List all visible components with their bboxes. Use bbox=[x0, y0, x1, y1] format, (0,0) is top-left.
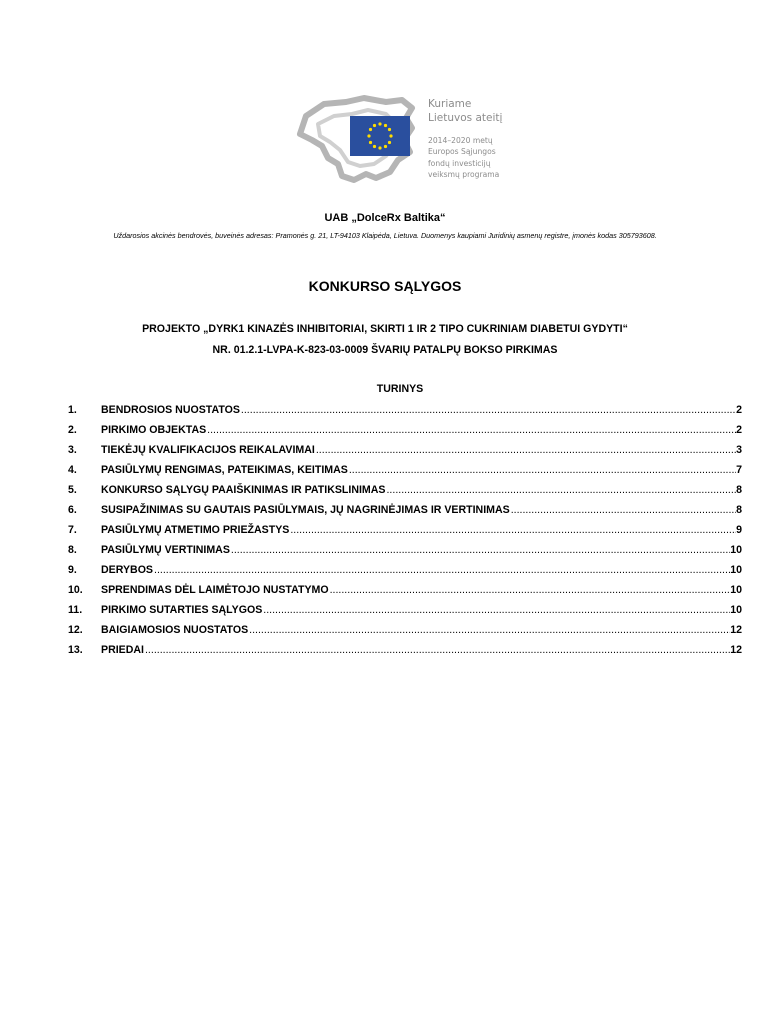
toc-entry[interactable] bbox=[68, 522, 742, 542]
toc-entry-title: KONKURSO SĄLYGŲ PAAIŠKINIMAS IR PATIKSLINIMAS bbox=[101, 484, 386, 496]
toc-leader-dots bbox=[348, 462, 736, 478]
toc-leader-dots bbox=[206, 422, 736, 438]
toc-entry[interactable] bbox=[68, 422, 742, 442]
toc-entry[interactable] bbox=[68, 442, 742, 462]
toc-entry-number: 2. bbox=[68, 424, 77, 436]
toc-entry[interactable] bbox=[68, 462, 742, 482]
toc-leader-dots bbox=[248, 622, 730, 638]
toc-leader-dots bbox=[510, 502, 736, 518]
toc-entry-number: 10. bbox=[68, 584, 83, 596]
toc-entry-number: 5. bbox=[68, 484, 77, 496]
toc-leader-dots bbox=[289, 522, 736, 538]
toc-entry-page: 12 bbox=[730, 644, 742, 656]
toc-entry[interactable] bbox=[68, 582, 742, 602]
toc-entry-page: 3 bbox=[736, 444, 742, 456]
toc-entry-page: 10 bbox=[730, 564, 742, 576]
toc-entry[interactable] bbox=[68, 642, 742, 662]
toc-entry-number: 1. bbox=[68, 404, 77, 416]
logo-line: fondų investicijų bbox=[428, 158, 491, 168]
toc-entry-page: 12 bbox=[730, 624, 742, 636]
toc-entry[interactable] bbox=[68, 602, 742, 622]
project-number-subtitle: NR. 01.2.1-LVPA-K-823-03-0009 ŠVARIŲ PATALPŲ BOKSO PIRKIMAS bbox=[212, 344, 558, 356]
toc-entry-number: 4. bbox=[68, 464, 77, 476]
toc-entry-title: SPRENDIMAS DĖL LAIMĖTOJO NUSTATYMO bbox=[101, 584, 329, 596]
toc-entry-page: 7 bbox=[736, 464, 742, 476]
toc-entry-page: 10 bbox=[730, 584, 742, 596]
toc-leader-dots bbox=[315, 442, 736, 458]
table-of-contents bbox=[68, 402, 742, 662]
toc-entry-number: 7. bbox=[68, 524, 77, 536]
toc-entry-title: PASIŪLYMŲ ATMETIMO PRIEŽASTYS bbox=[101, 524, 290, 536]
document-title: KONKURSO SĄLYGOS bbox=[308, 278, 462, 294]
toc-entry-number: 11. bbox=[68, 604, 83, 616]
toc-entry-number: 6. bbox=[68, 504, 77, 516]
toc-entry[interactable] bbox=[68, 562, 742, 582]
toc-entry-page: 9 bbox=[736, 524, 742, 536]
toc-entry-number: 3. bbox=[68, 444, 77, 456]
toc-entry[interactable] bbox=[68, 622, 742, 642]
toc-entry[interactable] bbox=[68, 502, 742, 522]
toc-entry-title: PRIEDAI bbox=[101, 644, 144, 656]
toc-entry[interactable] bbox=[68, 402, 742, 422]
eu-flag-icon bbox=[350, 116, 410, 156]
toc-entry-page: 8 bbox=[736, 504, 742, 516]
toc-leader-dots bbox=[385, 482, 736, 498]
toc-entry-title: PASIŪLYMŲ RENGIMAS, PATEIKIMAS, KEITIMAS bbox=[101, 464, 348, 476]
toc-entry-title: BAIGIAMOSIOS NUOSTATOS bbox=[101, 624, 249, 636]
toc-entry-number: 13. bbox=[68, 644, 83, 656]
toc-entry-number: 9. bbox=[68, 564, 77, 576]
toc-entry-title: TIEKĖJŲ KVALIFIKACIJOS REIKALAVIMAI bbox=[101, 444, 315, 456]
toc-leader-dots bbox=[240, 402, 736, 418]
toc-entry-title: SUSIPAŽINIMAS SU GAUTAIS PASIŪLYMAIS, JŲ NAGRINĖJIMAS IR VERTINIMAS bbox=[101, 504, 510, 516]
toc-entry-title: PASIŪLYMŲ VERTINIMAS bbox=[101, 544, 230, 556]
toc-entry-number: 8. bbox=[68, 544, 77, 556]
toc-leader-dots bbox=[262, 602, 730, 618]
toc-leader-dots bbox=[144, 642, 730, 658]
toc-entry-title: PIRKIMO OBJEKTAS bbox=[101, 424, 207, 436]
toc-entry-title: DERYBOS bbox=[101, 564, 153, 576]
toc-entry[interactable] bbox=[68, 542, 742, 562]
toc-entry-page: 10 bbox=[730, 604, 742, 616]
toc-leader-dots bbox=[329, 582, 731, 598]
toc-leader-dots bbox=[153, 562, 730, 578]
logo-line: veiksmų programa bbox=[428, 169, 500, 179]
logo-line: 2014–2020 metų bbox=[428, 136, 493, 145]
logo-caption bbox=[428, 97, 538, 180]
toc-leader-dots bbox=[230, 542, 730, 558]
logo-line: Europos Sąjungos bbox=[428, 147, 496, 157]
toc-entry-title: BENDROSIOS NUOSTATOS bbox=[101, 404, 240, 416]
toc-entry-title: PIRKIMO SUTARTIES SĄLYGOS bbox=[101, 604, 263, 616]
logo-line: Lietuvos ateitį bbox=[428, 112, 503, 124]
toc-entry-page: 2 bbox=[736, 404, 742, 416]
project-subtitle: PROJEKTO „DYRK1 KINAZĖS INHIBITORIAI, SKIRTI 1 IR 2 TIPO CUKRINIAM DIABETUI GYDYTI“ bbox=[142, 323, 628, 335]
toc-entry-number: 12. bbox=[68, 624, 83, 636]
company-name: UAB „DolceRx Baltika“ bbox=[324, 212, 446, 224]
toc-entry-page: 2 bbox=[736, 424, 742, 436]
toc-heading: TURINYS bbox=[376, 383, 424, 395]
company-description: Uždarosios akcinės bendrovės, buveinės adresas: Pramonės g. 21, LT-94103 Klaipėda, Lietuva. Duomenys kaupiami Juridinių asmenų registre, įmonės kodas 305793608. bbox=[113, 231, 657, 240]
toc-entry-page: 10 bbox=[730, 544, 742, 556]
logo-line: Kuriame bbox=[428, 98, 472, 110]
toc-entry[interactable] bbox=[68, 482, 742, 502]
toc-entry-page: 8 bbox=[736, 484, 742, 496]
